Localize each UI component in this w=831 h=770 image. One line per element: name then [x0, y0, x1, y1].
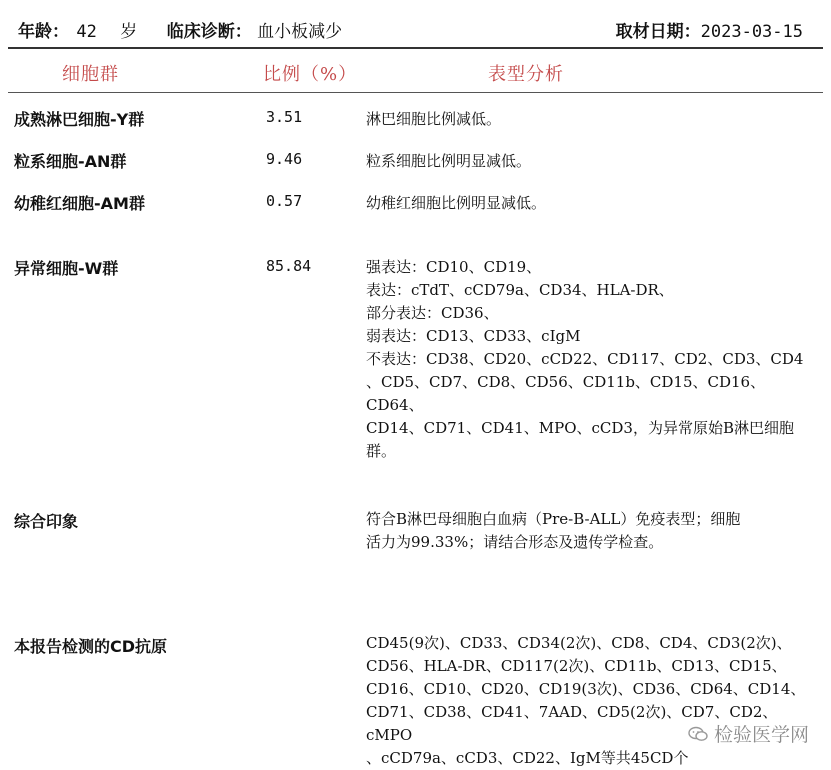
phenotype-line: 弱表达：CD13、CD33、cIgM [366, 327, 581, 345]
row-desc-mature-lymphocyte: 淋巴细胞比例减低。 [366, 110, 502, 128]
age-unit: 岁 [120, 22, 138, 42]
cd-antigens-line: CD45(9次)、CD33、CD34(2次)、CD8、CD4、CD3(2次)、 [366, 634, 792, 652]
phenotype-line: 群。 [366, 442, 397, 460]
age-value: 42 [76, 22, 97, 42]
row-ratio-nucleated-red: 0.57 [266, 192, 303, 210]
summary-label: 综合印象 [14, 512, 79, 531]
row-ratio-mature-lymphocyte: 3.51 [266, 108, 303, 126]
watermark [688, 720, 809, 747]
date-label: 取材日期： [615, 22, 701, 42]
row-ratio-abnormal-cells: 85.84 [266, 257, 312, 275]
column-header-phenotype: 表型分析 [488, 64, 564, 85]
row-desc-abnormal-cells [366, 256, 816, 463]
row-ratio-granulocyte: 9.46 [266, 150, 303, 168]
cd-antigens-list [366, 632, 816, 770]
column-header-group: 细胞群 [62, 64, 119, 85]
summary-line: 活力为99.33%；请结合形态及遗传学检查。 [366, 533, 664, 551]
report-header [18, 17, 342, 42]
cd-antigens-line: CD56、HLA-DR、CD117(2次)、CD11b、CD13、CD15、 [366, 657, 787, 675]
row-name-abnormal-cells: 异常细胞-W群 [14, 259, 119, 278]
diagnosis-value: 血小板减少 [257, 22, 343, 42]
watermark-text: 检验医学网 [713, 724, 809, 746]
diagnosis-label: 临床诊断： [166, 22, 252, 42]
cd-antigens-label: 本报告检测的CD抗原 [14, 637, 168, 656]
phenotype-line: 部分表达：CD36、 [366, 304, 499, 322]
age-label: 年龄： [18, 22, 69, 42]
phenotype-line: CD14、CD71、CD41、MPO、cCD3，为异常原始B淋巴细胞 [366, 419, 794, 437]
row-name-nucleated-red: 幼稚红细胞-AM群 [14, 194, 145, 213]
column-header-rule [8, 92, 823, 93]
row-name-mature-lymphocyte: 成熟淋巴细胞-Y群 [14, 110, 145, 129]
summary-text [366, 508, 816, 554]
sampling-date [616, 17, 803, 42]
column-header-ratio: 比例（%） [263, 64, 358, 85]
cd-antigens-line: CD16、CD10、CD20、CD19(3次)、CD36、CD64、CD14、 [366, 680, 806, 698]
cd-antigens-line: CD71、CD38、CD41、7AAD、CD5(2次)、CD7、CD2、cMPO [366, 703, 778, 744]
wechat-icon [688, 726, 708, 742]
row-name-granulocyte: 粒系细胞-AN群 [14, 152, 127, 171]
summary-line: 符合B淋巴母细胞白血病（Pre-B-ALL）免疫表型；细胞 [366, 510, 741, 528]
header-rule [8, 47, 823, 49]
phenotype-line: 不表达：CD38、CD20、cCD22、CD117、CD2、CD3、CD4 [366, 350, 804, 368]
phenotype-line: 表达：cTdT、cCD79a、CD34、HLA-DR、 [366, 281, 674, 299]
row-desc-granulocyte: 粒系细胞比例明显减低。 [366, 152, 532, 170]
cd-antigens-line: 、cCD79a、cCD3、CD22、IgM等共45CD个 [366, 749, 689, 767]
row-desc-nucleated-red: 幼稚红细胞比例明显减低。 [366, 194, 547, 212]
date-value: 2023-03-15 [700, 22, 803, 42]
phenotype-line: 强表达：CD10、CD19、 [366, 258, 542, 276]
phenotype-line: 、CD5、CD7、CD8、CD56、CD11b、CD15、CD16、CD64、 [366, 373, 766, 414]
